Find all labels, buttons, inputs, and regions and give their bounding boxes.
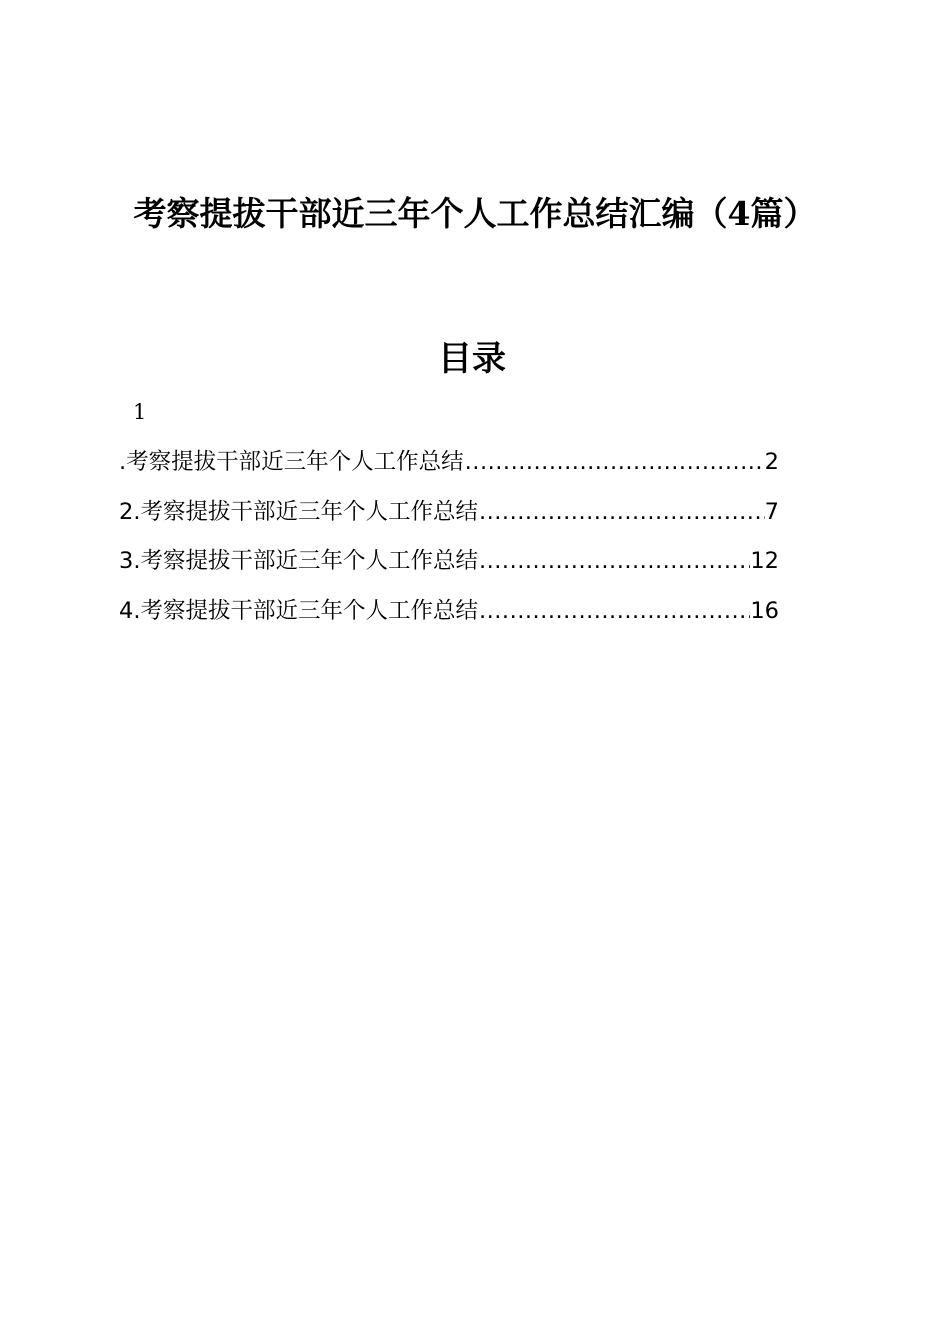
toc-entry-page: 7 bbox=[764, 498, 779, 525]
toc-entry-text: 3.考察提拔干部近三年个人工作总结 bbox=[119, 548, 478, 574]
toc-entry[interactable] bbox=[119, 541, 779, 591]
toc-entry-page: 16 bbox=[750, 597, 779, 624]
toc-leader-dots bbox=[478, 591, 750, 631]
toc-list bbox=[119, 442, 779, 640]
toc-entry[interactable] bbox=[119, 591, 779, 641]
toc-leader-dots bbox=[478, 541, 750, 581]
toc-entry-text: .考察提拔干部近三年个人工作总结 bbox=[119, 449, 464, 475]
toc-entry-page: 2 bbox=[764, 449, 779, 475]
toc-heading: 目录 bbox=[438, 339, 506, 379]
toc-entry[interactable] bbox=[119, 492, 779, 542]
toc-entry-text: 2.考察提拔干部近三年个人工作总结 bbox=[119, 498, 478, 525]
toc-entry[interactable] bbox=[119, 442, 779, 492]
document-title: 考察提拔干部近三年个人工作总结汇编（4篇） bbox=[133, 194, 817, 233]
toc-entry-text: 4.考察提拔干部近三年个人工作总结 bbox=[119, 597, 478, 624]
toc-leader-dots bbox=[464, 442, 765, 482]
toc-entry-page: 12 bbox=[750, 548, 779, 574]
toc-leader-dots bbox=[478, 492, 765, 532]
toc-stray-number: 1 bbox=[133, 400, 147, 424]
